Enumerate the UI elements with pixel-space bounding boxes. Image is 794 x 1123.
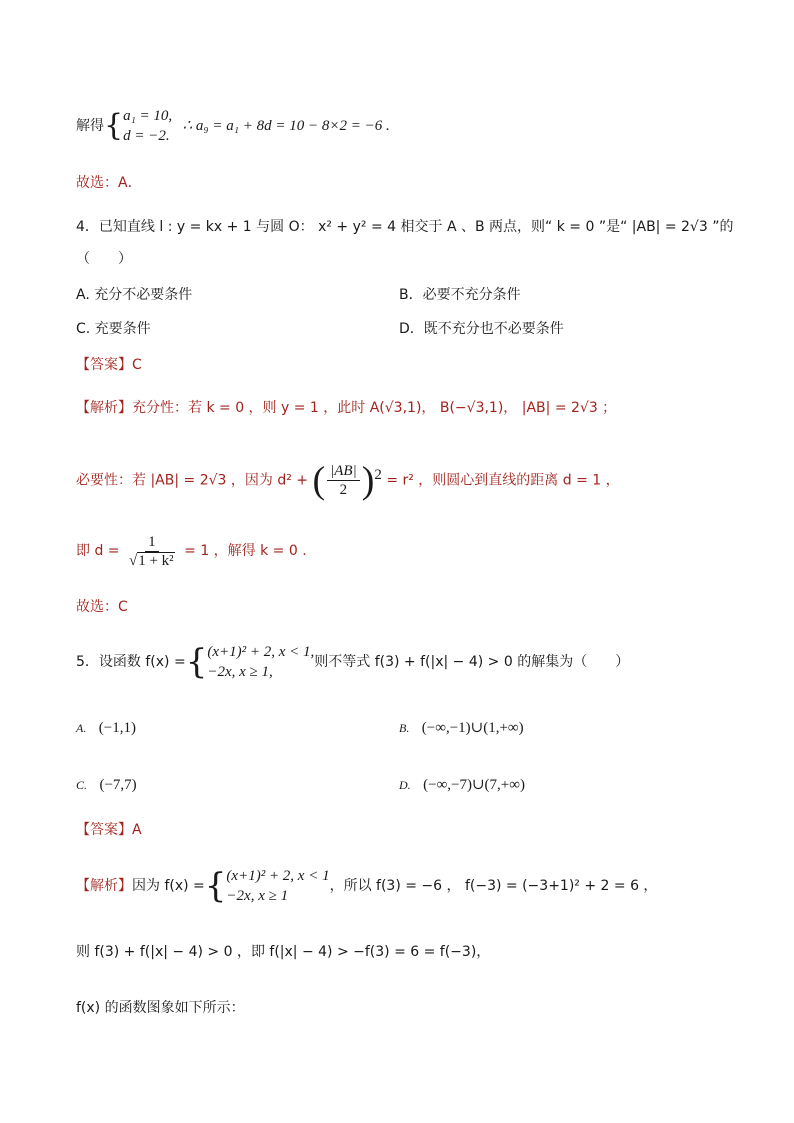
q4-stem: 4．已知直线 l : y = kx + 1 与圆 O： x² + y² = 4 相交于 A 、B 两点，则“ k = 0 ”是“ |AB| = 2√3 ”的 (76, 219, 734, 235)
q4-option-b: B．必要不充分条件 (399, 287, 521, 303)
piece-2: −2x, x ≥ 1, (207, 664, 273, 680)
answer-value: C (132, 357, 142, 373)
distance-den: √1 + k² (128, 552, 174, 569)
q5-stem (76, 638, 629, 686)
q5-option-b (399, 718, 524, 738)
option-letter: C. (76, 778, 88, 792)
distance-num: 1 (145, 533, 159, 552)
piece-1: (x+1)² + 2, x < 1, (207, 644, 315, 660)
necessity-pre: 必要性：若 |AB| = 2√3 ，因为 d² + (76, 472, 309, 489)
q5-analysis-line-3: f(x) 的函数图象如下所示： (76, 1000, 245, 1016)
q5-answer (76, 820, 142, 840)
q4-answer (76, 355, 142, 375)
q5-option-c (76, 775, 137, 795)
fraction-den: 2 (339, 482, 348, 499)
q4-option-d: D．既不充分也不必要条件 (399, 321, 564, 337)
piece-1: (x+1)² + 2, x < 1 (226, 868, 330, 884)
q4-paren: （ ） (76, 251, 132, 267)
square-exp: 2 (374, 467, 382, 483)
option-letter: D. (399, 778, 411, 792)
piecewise-brace: { (204, 866, 227, 906)
analysis-label: 【解析】 (76, 878, 132, 894)
distance-post: = 1 ，解得 k = 0 . (184, 543, 307, 559)
q5-analysis-line-2: 则 f(3) + f(|x| − 4) > 0 ，即 f(|x| − 4) > −f(3) = 6 = f(−3)， (76, 944, 491, 960)
analysis-pre: 因为 f(x) = (132, 878, 205, 894)
q4-choice: 故选：C (76, 599, 128, 615)
analysis-post: ，所以 f(3) = −6 ， f(−3) = (−3+1)² + 2 = 6 ， (329, 878, 658, 894)
fraction-ab-over-2 (327, 462, 360, 499)
answer-label: 【答案】 (76, 357, 132, 373)
q4-option-a: A. 充分不必要条件 (76, 287, 193, 303)
q4-analysis-line-2 (76, 450, 620, 500)
q5-option-a (76, 718, 136, 738)
system-line-1: a₁ = 10, (123, 108, 173, 124)
option-value: (−∞,−7)∪(7,+∞) (423, 777, 525, 793)
piece-2: −2x, x ≥ 1 (226, 888, 289, 904)
analysis-label: 【解析】 (76, 400, 132, 416)
solution-system (76, 105, 390, 147)
distance-pre: 即 d = (76, 543, 120, 559)
analysis-text: 充分性：若 k = 0 ，则 y = 1 ，此时 A(√3,1)， B(−√3,1)， |AB| = 2√3 ； (132, 400, 617, 416)
q4-analysis-line-1 (76, 398, 616, 418)
option-letter: A. (76, 721, 87, 735)
solution-result: ∴ a₉ = a₁ + 8d = 10 − 8×2 = −6 . (182, 118, 390, 134)
piecewise-brace: { (185, 642, 208, 682)
q5-stem-pre: 5．设函数 f(x) = (76, 654, 186, 670)
q5-stem-post: 则不等式 f(3) + f(|x| − 4) > 0 的解集为（ ） (314, 654, 630, 670)
q5-option-d (399, 775, 525, 795)
piecewise-lines (226, 866, 329, 906)
necessity-post: = r² ，则圆心到直线的距离 d = 1 ， (386, 472, 620, 489)
piecewise-lines (207, 642, 314, 682)
system-lines (123, 106, 172, 146)
q4-analysis-line-3 (76, 526, 307, 576)
q5-analysis-line-1 (76, 862, 657, 910)
solve-label: 解得 (76, 118, 104, 134)
left-brace: { (104, 108, 124, 143)
fraction-distance (126, 533, 178, 570)
option-value: (−7,7) (99, 777, 137, 793)
option-value: (−∞,−1)∪(1,+∞) (421, 720, 524, 736)
fraction-num: |AB| (327, 462, 360, 481)
choice-line-1: 故选：A． (76, 175, 142, 191)
option-letter: B. (399, 721, 410, 735)
big-paren-left: ( (312, 459, 326, 502)
answer-value: A (132, 822, 142, 838)
system-line-2: d = −2. (123, 128, 170, 144)
q4-option-c: C. 充要条件 (76, 321, 151, 337)
option-value: (−1,1) (98, 720, 136, 736)
answer-label: 【答案】 (76, 822, 132, 838)
big-paren-right: ) (361, 459, 375, 502)
